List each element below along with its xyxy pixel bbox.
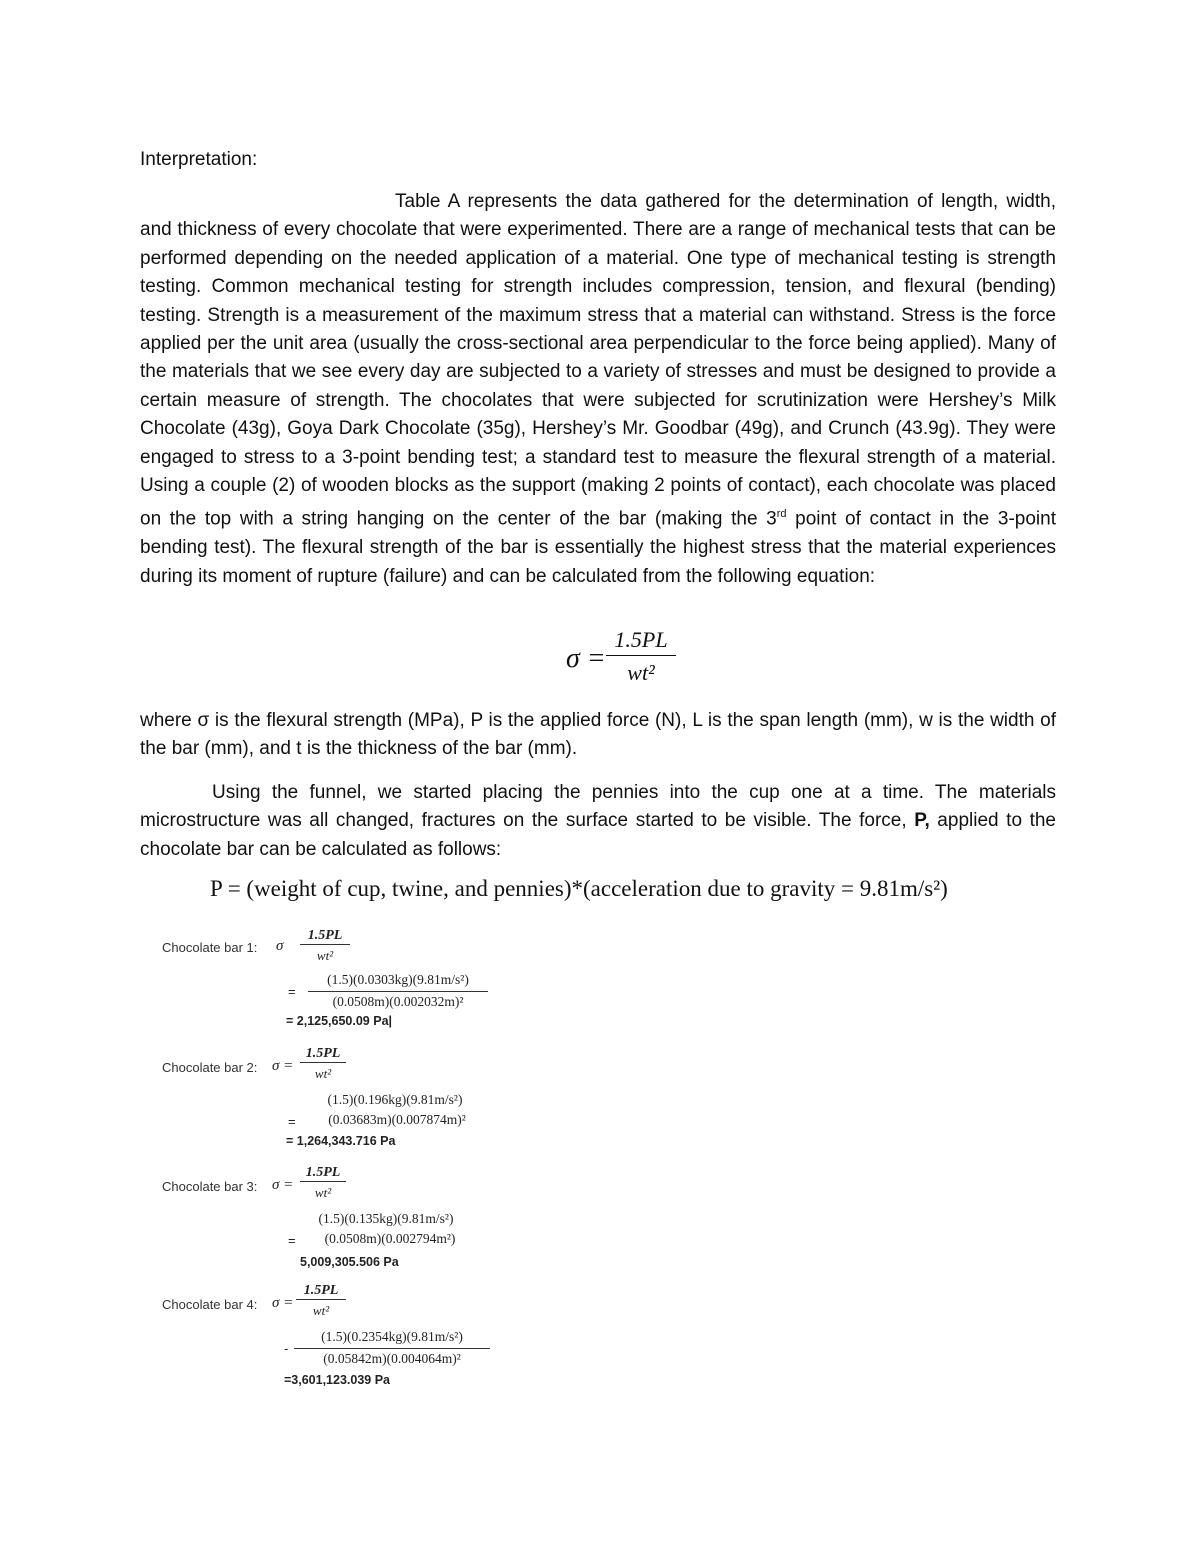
flexural-strength-equation xyxy=(566,625,676,695)
calculation-label: Chocolate bar 4: xyxy=(162,1297,258,1312)
equals-sign: = xyxy=(288,984,296,999)
calculation-bar-2 xyxy=(160,1044,520,1154)
expression-numerator: (1.5)(0.0303kg)(9.81m/s²) xyxy=(327,972,469,987)
sigma-symbol: σ = xyxy=(272,1177,294,1193)
sigma-symbol: σ = xyxy=(272,1295,294,1311)
calculation-label: Chocolate bar 3: xyxy=(162,1179,258,1194)
expression-numerator: (1.5)(0.2354kg)(9.81m/s²) xyxy=(321,1329,463,1344)
sigma-symbol: σ = xyxy=(272,1058,294,1074)
equation-numerator: 1.5PL xyxy=(606,625,676,656)
paragraph-variables: where σ is the flexural strength (MPa), P is the applied force (N), L is the span length (mm), w is the width of the bar (mm), and t is the thickness of the bar (mm). xyxy=(140,710,1056,760)
paragraph-procedure xyxy=(140,779,1056,864)
fraction-bar xyxy=(294,1348,490,1349)
paragraph-procedure-text: Using the funnel, we started placing the pennies into the cup one at a time. The materials microstructure was all changed, fractures on the surface started to be visible. The force, xyxy=(140,782,1056,832)
section-heading: Interpretation: xyxy=(140,149,258,170)
expression-denominator: (0.05842m)(0.004064m)² xyxy=(323,1351,461,1366)
force-variable: P, xyxy=(914,810,930,832)
fraction-bar xyxy=(308,991,488,992)
expression-denominator: (0.03683m)(0.007874m)² xyxy=(328,1112,466,1127)
formula-denominator: wt² xyxy=(312,1303,330,1318)
calculation-bar-3 xyxy=(160,1163,520,1273)
force-equation: P = (weight of cup, twine, and pennies)*(acceleration due to gravity = 9.81m/s²) xyxy=(210,876,948,901)
formula-denominator: wt² xyxy=(314,1185,332,1200)
formula-numerator: 1.5PL xyxy=(300,1165,346,1182)
calculation-result: = 1,264,343.716 Pa xyxy=(286,1134,396,1148)
formula-numerator: 1.5PL xyxy=(300,928,350,945)
equals-sign: = xyxy=(288,1233,296,1248)
paragraph-procedure-tail: applied to the chocolate bar can be calculated as follows: xyxy=(140,810,1056,860)
equals-sign: = xyxy=(288,1114,296,1129)
calculation-result: =3,601,123.039 Pa xyxy=(284,1373,390,1387)
sigma-symbol: σ xyxy=(276,938,284,954)
expression-numerator: (1.5)(0.196kg)(9.81m/s²) xyxy=(327,1092,463,1107)
ordinal-suffix: rd xyxy=(776,508,787,521)
formula-denominator: wt² xyxy=(314,1066,332,1081)
calculation-result: = 2,125,650.09 Pa| xyxy=(286,1014,393,1028)
expression-denominator: (0.0508m)(0.002794m²) xyxy=(324,1231,456,1246)
calculation-label: Chocolate bar 2: xyxy=(162,1060,258,1075)
equation-denominator: wt² xyxy=(627,660,655,685)
equals-sign: - xyxy=(284,1341,289,1356)
equation-symbol: σ = xyxy=(566,643,606,674)
calculation-label: Chocolate bar 1: xyxy=(162,940,258,955)
calculation-bar-4 xyxy=(160,1281,520,1391)
expression-denominator: (0.0508m)(0.002032m)² xyxy=(332,994,464,1009)
formula-numerator: 1.5PL xyxy=(300,1046,346,1063)
ordinal-number: 3 xyxy=(766,508,777,530)
expression-numerator: (1.5)(0.135kg)(9.81m/s²) xyxy=(318,1211,454,1226)
formula-numerator: 1.5PL xyxy=(296,1283,346,1300)
paragraph-intro-text: Table A represents the data gathered for the determination of length, width, and thickness of every chocolate that were experimented. There are a range of mechanical tests that can be performed depending on the needed application of a material. One type of mechanical testing is strength testing. Common mechanical testing for strength includes compression, tension, and flexural (bending) testing. Strength is a measurement of the maximum stress that a material can withstand. Stress is the force applied per the unit area (usually the cross-sectional area perpendicular to the force being applied). Many of the materials that we see every day are subjected to a variety of stresses and must be designed to provide a certain measure of strength. The chocolates that were subjected for scrutinization were Hershey’s Milk Chocolate (43g), Goya Dark Chocolate (35g), Hershey’s Mr. Goodbar (49g), and Crunch (43.9g). They were engaged to stress to a 3-point bending test; a standard test to measure the flexural strength of a material. Using a couple (2) of wooden blocks as the support (making 2 points of contact), each chocolate was placed on the top with a string hanging on the center of the bar (making the xyxy=(140,191,1056,530)
paragraph-intro-tail: point of contact in the 3-point bending test). The flexural strength of the bar is essentially the highest stress that the material experiences during its moment of rupture (failure) and can be calculated from the following equation: xyxy=(140,508,1056,587)
paragraph-intro xyxy=(140,188,1056,591)
calculation-bar-1 xyxy=(160,924,520,1034)
formula-denominator: wt² xyxy=(316,948,334,963)
calculation-result: 5,009,305.506 Pa xyxy=(300,1255,399,1269)
